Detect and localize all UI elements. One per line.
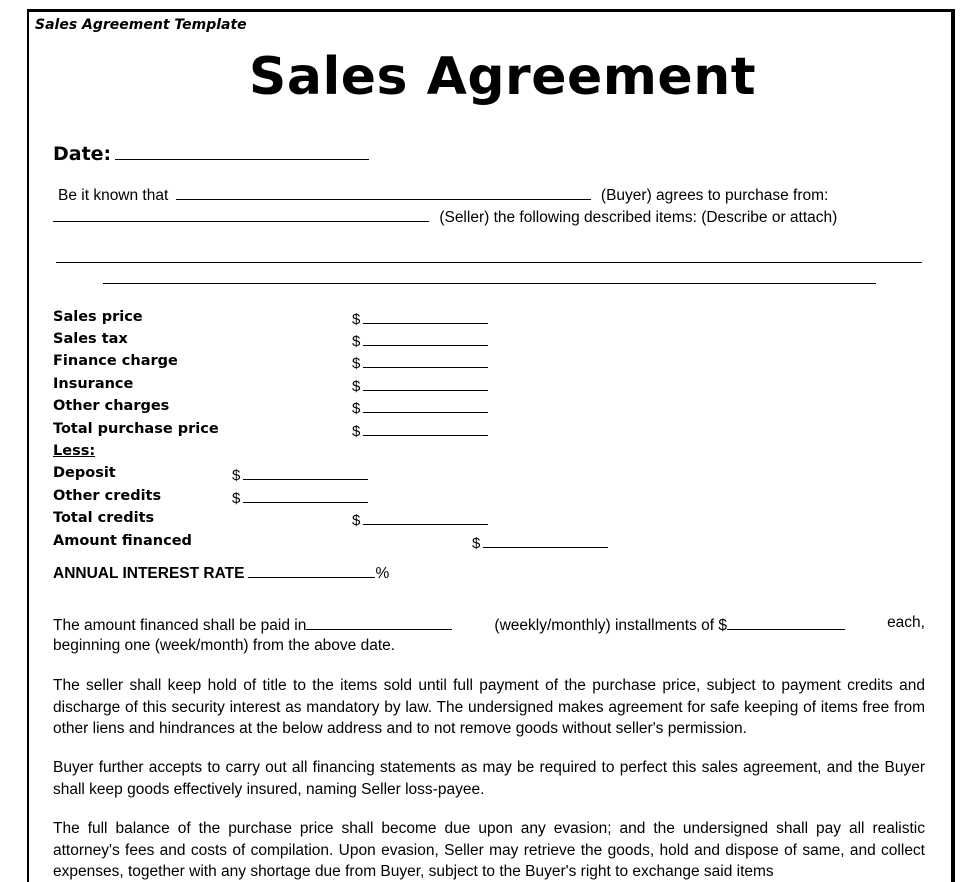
annual-interest-rate-field[interactable]	[248, 562, 375, 578]
other-charges-field[interactable]	[363, 397, 488, 413]
dollar-sign: $	[352, 400, 361, 417]
deposit-label: Deposit	[53, 465, 116, 481]
page-border	[27, 9, 955, 882]
annual-interest-rate-label: ANNUAL INTEREST RATE	[53, 565, 245, 582]
total-credits-amount	[352, 509, 488, 529]
installment-part-2	[494, 614, 845, 635]
page-title: Sales Agreement	[248, 47, 757, 107]
amount-financed-field[interactable]	[483, 532, 608, 548]
dollar-sign: $	[352, 423, 361, 440]
template-label: Sales Agreement Template	[35, 17, 247, 33]
buyer-text: (Buyer) agrees to purchase from:	[600, 187, 829, 204]
installment-part-3: each,	[887, 614, 925, 631]
deposit-amount	[232, 464, 368, 484]
installment-count-field[interactable]	[306, 614, 452, 630]
be-it-known-text: Be it known that	[58, 187, 169, 204]
default-paragraph: The full balance of the purchase price shall become due upon any evasion; and the undersigned shall pay all realistic attorney's fees and costs of compilation. Upon evasion, Seller may retrieve the goods, hold and dispose of same, and collect expenses, together with any shortage due from Buyer, subject to the Buyer's right to exchange said items	[53, 820, 925, 880]
sales-tax-label: Sales tax	[53, 331, 128, 347]
dollar-sign: $	[352, 512, 361, 529]
total-purchase-price-label: Total purchase price	[53, 421, 219, 437]
other-credits-field[interactable]	[243, 487, 368, 503]
items-description-line-2[interactable]	[103, 283, 876, 284]
other-charges-amount	[352, 397, 488, 417]
installment-part-2-text: (weekly/monthly) installments of $	[494, 617, 727, 634]
seller-name-field[interactable]	[53, 207, 429, 222]
installment-amount-field[interactable]	[727, 614, 845, 630]
dollar-sign: $	[352, 355, 361, 372]
intro-line-2	[53, 207, 837, 227]
buyer-name-field[interactable]	[176, 185, 591, 200]
items-description-line-1[interactable]	[56, 262, 922, 263]
finance-charge-label: Finance charge	[53, 353, 178, 369]
total-credits-label: Total credits	[53, 510, 155, 526]
amount-financed-label: Amount financed	[53, 533, 192, 549]
percent-sign: %	[375, 565, 390, 582]
insurance-amount	[352, 375, 488, 395]
finance-charge-amount	[352, 352, 488, 372]
other-credits-amount	[232, 487, 368, 507]
sales-tax-field[interactable]	[363, 330, 488, 346]
dollar-sign: $	[472, 535, 481, 552]
finance-charge-field[interactable]	[363, 352, 488, 368]
less-label: Less:	[53, 443, 96, 459]
installment-part-1-text: The amount financed shall be paid in	[53, 617, 307, 634]
installment-line-2: beginning one (week/month) from the above date.	[53, 637, 396, 654]
amount-financed-amount	[472, 532, 608, 552]
dollar-sign: $	[352, 333, 361, 350]
sales-price-amount	[352, 308, 488, 328]
installment-part-1	[53, 614, 452, 635]
intro-line-1	[58, 185, 828, 205]
annual-interest-rate-row	[53, 562, 389, 583]
dollar-sign: $	[232, 490, 241, 507]
sales-price-field[interactable]	[363, 308, 488, 324]
dollar-sign: $	[232, 467, 241, 484]
other-charges-label: Other charges	[53, 398, 170, 414]
total-purchase-price-amount	[352, 420, 488, 440]
date-row	[53, 141, 369, 165]
total-credits-field[interactable]	[363, 509, 488, 525]
insurance-label: Insurance	[53, 376, 134, 392]
dollar-sign: $	[352, 378, 361, 395]
seller-text: (Seller) the following described items: (Describe or attach)	[439, 209, 838, 226]
deposit-field[interactable]	[243, 464, 368, 480]
date-label: Date:	[53, 143, 112, 165]
date-field[interactable]	[115, 141, 369, 160]
dollar-sign: $	[352, 311, 361, 328]
insurance-field[interactable]	[363, 375, 488, 391]
sales-tax-amount	[352, 330, 488, 350]
other-credits-label: Other credits	[53, 488, 162, 504]
installment-line	[53, 614, 925, 635]
sales-price-label: Sales price	[53, 309, 143, 325]
title-retention-paragraph: The seller shall keep hold of title to the items sold until full payment of the purchase price, subject to payment credits and discharge of this security interest as mandatory by law. The undersigned makes agreement for safe keeping of items free from other liens and hindrances at the below address and to not remove goods without seller's permission.	[53, 677, 925, 737]
total-purchase-price-field[interactable]	[363, 420, 488, 436]
financing-paragraph: Buyer further accepts to carry out all financing statements as may be required to perfect this sales agreement, and the Buyer shall keep goods effectively insured, naming Seller loss-payee.	[53, 759, 925, 798]
